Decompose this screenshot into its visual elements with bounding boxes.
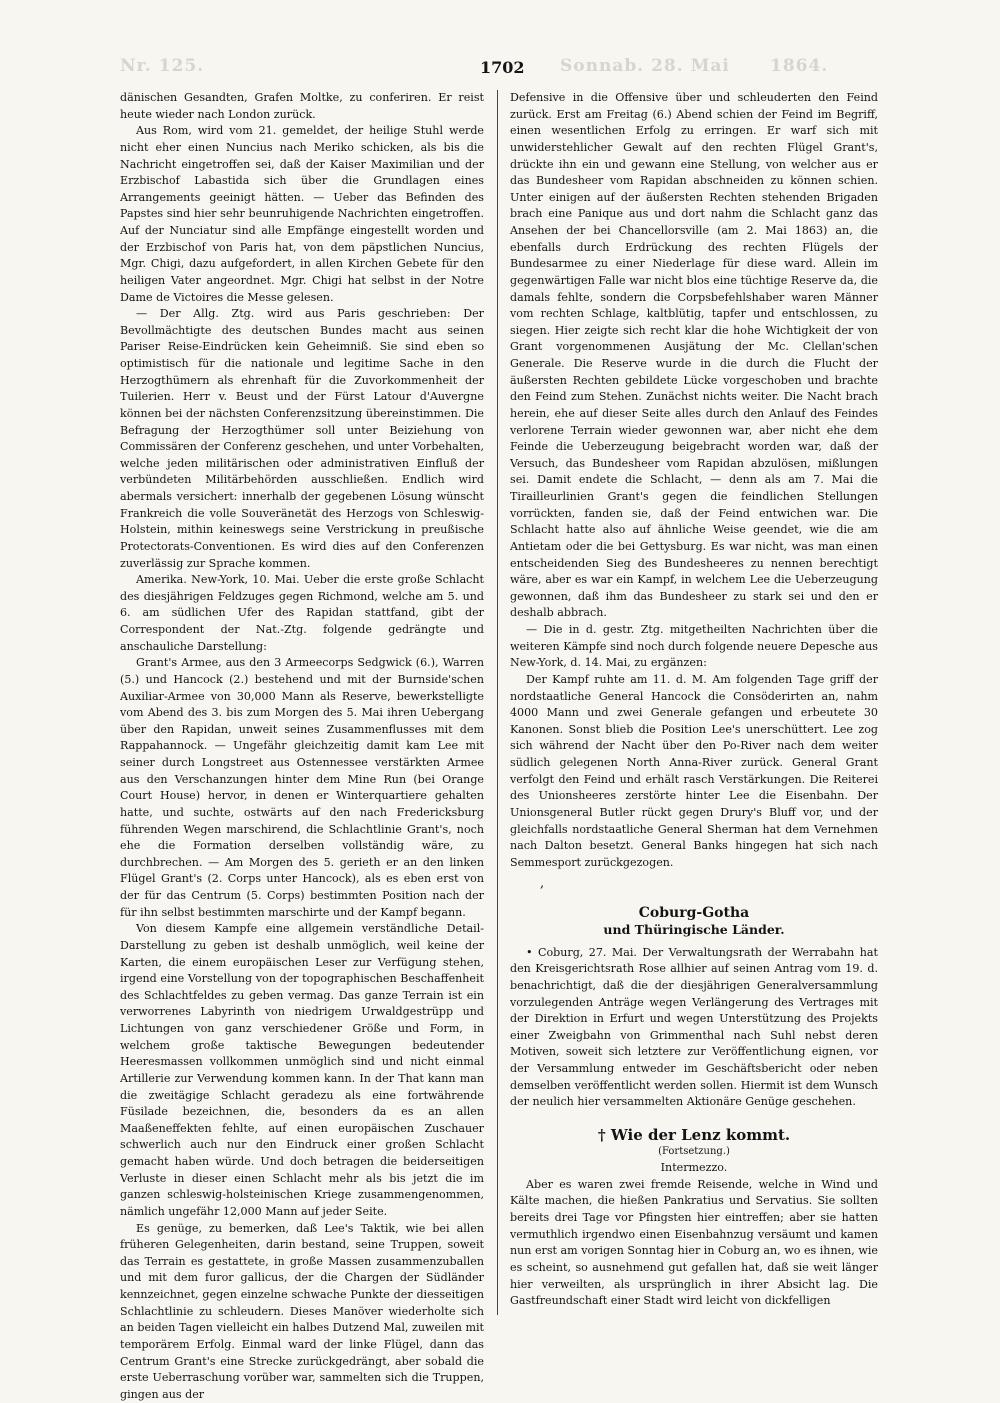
paragraph-moltke: dänischen Gesandten, Grafen Moltke, zu conferiren. Er reist heute wieder nach London zurück. [120,90,484,123]
page-number: 1702 [480,58,525,77]
section-subheading-thueringen: und Thüringische Länder. [510,922,878,939]
feuilleton-subtitle: Intermezzo. [510,1160,878,1177]
paragraph-amerika: Amerika. New-York, 10. Mai. Ueber die erste große Schlacht des diesjährigen Feldzuges gegen Richmond, welche am 5. und 6. am südlichen Ufer des Rapidan stattfand, gibt der Correspondent der Nat.-Ztg. folgende gedrängte und anschauliche Darstellung: [120,572,484,655]
feuilleton-title: † Wie der Lenz kommt. [510,1127,878,1144]
stray-mark: , [510,871,878,897]
section-heading-coburg-gotha: Coburg-Gotha [510,905,878,922]
right-column [510,90,878,1310]
column-divider [497,90,498,1315]
paragraph-defensive: Defensive in die Offensive über und schleuderten den Feind zurück. Erst am Freitag (6.) Abend schien der Feind im Begriff, einen wesentlichen Erfolg zu erringen. Er warf sich mit unwiderstehlicher Gewalt auf den rechten Flügel Grant's, drückte ihn ein und gewann eine Stellung, von welcher aus er das Bundesheer vom Rapidan abschneiden zu können schien. Unter einigen auf der äußersten Rechten stehenden Brigaden brach eine Panique aus und dort nahm die Schlacht ganz das Ansehen der bei Chancellorsville (am 2. Mai 1863) an, die ebenfalls durch Erdrückung des rechten Flügels der Bundesarmee zu einer Niederlage für diese ward. Allein im gegenwärtigen Falle war nicht blos eine tüchtige Reserve da, die damals fehlte, sondern die Corpsbefehlshaber waren Männer vom rechten Schlage, kaltblütig, tapfer und entschlossen, zu siegen. Hier zeigte sich recht klar die hohe Wichtigkeit der von Grant vorgenommenen Ausjätung der Mc. Clellan'schen Generale. Die Reserve wurde in die durch die Flucht der äußersten Rechten gebildete Lücke vorgeschoben und brachte den Feind zum Stehen. Zunächst nichts weiter. Die Nacht brach herein, ehe auf dieser Seite alles durch den Anlauf des Feindes verlorene Terrain wieder gewonnen war, aber nicht ehe dem Feinde die Ueberzeugung beigebracht worden war, daß der Versuch, das Bundesheer vom Rapidan abzulösen, mißlungen sei. Damit endete die Schlacht, — denn als am 7. Mai die Tirailleurlinien Grant's gegen die feindlichen Stellungen vorrückten, fanden sie, daß der Feind entwichen war. Die Schlacht hatte also auf ähnliche Weise geendet, wie die am Antietam oder die bei Gettysburg. Es war nicht, was man einen entscheidenden Sieg des Bundesheeres zu nennen berechtigt wäre, aber es war ein Kampf, in welchem Lee die Ueberzeugung gewonnen, daß ihm das Bundesheer zu stark sei und den er deshalb abbrach. [510,90,878,622]
paragraph-kampf: Von diesem Kampfe eine allgemein verständliche Detail-Darstellung zu geben ist deshalb unmöglich, weil keine der Karten, die einem europäischen Leser zur Verfügung stehen, irgend eine Vorstellung von der topographischen Beschaffenheit des Schlachtfeldes zu geben vermag. Das ganze Terrain ist ein verworrenes Labyrinth von niedrigem Urwaldgestrüpp und Lichtungen von ganz verschiedener Größe und Form, in welchem große taktische Bewegungen bedeutender Heeresmassen vollkommen unmöglich sind und nicht einmal Artillerie zur Verwendung kommen kann. In der That kann man die zweitägige Schlacht geradezu als eine fortwährende Füsilade bezeichnen, die, besonders da es an allen Maaßeneffekten fehlte, auf einen europäischen Zuschauer schwerlich auch nur den Eindruck einer großen Schlacht gemacht haben würde. Und doch betragen die beiderseitigen Verluste in dieser einen Schlacht mehr als bis jetzt die im ganzen schleswig-holsteinischen Kriege zusammengenommen, nämlich ungefähr 12,000 Mann auf jeder Seite. [120,921,484,1220]
feuilleton-continuation: (Fortsetzung.) [510,1144,878,1161]
paragraph-werrabahn: • Coburg, 27. Mai. Der Verwaltungsrath der Werrabahn hat den Kreisgerichtsrath Rose allhier auf seinen Antrag vom 19. d. benachrichtigt, daß die der diesjährigen Generalversammlung vorzulegenden Anträge wegen Verlängerung des Vertrages mit der Direktion in Erfurt und wegen Unterstützung des Projekts einer Zweigbahn von Grimmenthal nach Suhl nebst deren Motiven, soweit sich letztere zur Veröffentlichung eignen, vor der Versammlung entweder im Geschäftsbericht oder neben demselben veröffentlicht werden sollen. Hiermit ist dem Wunsch der neulich hier versammelten Aktionäre Genüge geschehen. [510,945,878,1111]
paragraph-intermezzo: Aber es waren zwei fremde Reisende, welche in Wind und Kälte machen, die hießen Pankratius und Servatius. Sie sollten bereits drei Tage vor Pfingsten hier eintreffen; aber sie hatten vermuthlich irgendwo einen Eisenbahnzug versäumt und kamen nun erst am vorigen Sonntag hier in Coburg an, wo es ihnen, wie es scheint, so ausnehmend gut gefallen hat, daß sie weit länger hier verweilten, als ursprünglich in ihrer Absicht lag. Die Gastfreundschaft einer Stadt wird leicht von dickfelligen [510,1177,878,1310]
paragraph-lee-taktik: Es genüge, zu bemerken, daß Lee's Taktik, wie bei allen früheren Gelegenheiten, darin bestand, seine Truppen, soweit das Terrain es gestattete, in große Massen zusammenzuballen und mit dem furor gallicus, der die Chargen der Südländer kennzeichnet, gegen einzelne schwache Punkte der diesseitigen Schlachtlinie zu schleudern. Dieses Manöver wiederholte sich an beiden Tagen vielleicht ein halbes Dutzend Mal, zuweilen mit temporärem Erfolg. Einmal ward der linke Flügel, dann das Centrum Grant's eine Strecke zurückgedrängt, aber sobald die erste Ueberraschung vorüber war, sammelten sich die Truppen, gingen aus der [120,1221,484,1403]
paragraph-paris: — Der Allg. Ztg. wird aus Paris geschrieben: Der Bevollmächtigte des deutschen Bundes macht aus seinen Pariser Reise-Eindrücken kein Geheimniß. Sie sind eben so optimistisch für die nationale und legitime Sache in den Herzogthümern als ehrenhaft für die Zuvorkommenheit der Tuilerien. Herr v. Beust und der Fürst Latour d'Auvergne können bei der nächsten Conferenzsitzung übereinstimmen. Die Befragung der Herzogthümer soll unter Beiziehung von Commissären der Conferenz geschehen, und unter Vorbehalten, welche jeden militärischen oder administrativen Einfluß der verbündeten Militärbehörden ausschließen. Endlich wird abermals versichert: innerhalb der gegebenen Lösung wünscht Frankreich die volle Souveränetät des Herzogs von Schleswig-Holstein, mithin keineswegs seine Verstrickung in preußische Protectorats-Conventionen. Es wird dies auf den Conferenzen zuverlässig zur Sprache kommen. [120,306,484,572]
paragraph-rom: Aus Rom, wird vom 21. gemeldet, der heilige Stuhl werde nicht eher einen Nuncius nach Meriko schicken, als bis die Nachricht eingetroffen sei, daß der Kaiser Maximilian und der Erzbischof Labastida sich über die Grundlagen eines Arrangements geeinigt hätten. — Ueber das Befinden des Papstes sind hier sehr beunruhigende Nachrichten eingetroffen. Auf der Nunciatur sind alle Empfänge eingestellt worden und der Erzbischof von Paris hat, von dem päpstlichen Nuncius, Mgr. Chigi, dazu aufgefordert, in allen Kirchen Gebete für den heiligen Vater angeordnet. Mgr. Chigi hat selbst in der Notre Dame de Victoires die Messe gelesen. [120,123,484,306]
bleed-through-year: 1864. [770,56,828,76]
left-column [120,90,484,1403]
paragraph-grants-armee: Grant's Armee, aus den 3 Armeecorps Sedgwick (6.), Warren (5.) und Hancock (2.) bestehend und mit der Burnside'schen Auxiliar-Armee von 30,000 Mann als Reserve, bewerkstelligte vom Abend des 3. bis zum Morgen des 5. Mai ihren Uebergang über den Rapidan, unweit seines Zusammenflusses mit dem Rappahannock. — Ungefähr gleichzeitig damit kam Lee mit seiner durch Longstreet aus Ostennessee verstärkten Armee aus den Verschanzungen hinter dem Mine Run (bei Orange Court House) hervor, in denen er Winterquartiere gehalten hatte, und suchte, ostwärts auf den nach Fredericksburg führenden Wegen marschirend, die Schlachtlinie Grant's, noch ehe die Formation derselben vollständig wäre, zu durchbrechen. — Am Morgen des 5. gerieth er an den linken Flügel Grant's (2. Corps unter Hancock), als es eben erst von der für das Centrum (5. Corps) bestimmten Position nach der für ihn selbst bestimmten marschirte und der Kampf begann. [120,655,484,921]
paragraph-depesche: — Die in d. gestr. Ztg. mitgetheilten Nachrichten über die weiteren Kämpfe sind noch durch folgende neuere Depesche aus New-York, d. 14. Mai, zu ergänzen: [510,622,878,672]
bleed-through-date: Sonnab. 28. Mai [560,56,730,76]
paragraph-hancock: Der Kampf ruhte am 11. d. M. Am folgenden Tage griff der nordstaatliche General Hancock die Consöderirten an, nahm 4000 Mann und zwei Generale gefangen und erbeutete 30 Kanonen. Sonst blieb die Position Lee's unerschüttert. Lee zog sich während der Nacht über den Po-River nach dem weiter südlich gelegenen North Anna-River zurück. General Grant verfolgt den Feind und erhält rasch Verstärkungen. Die Reiterei des Unionsheeres zerstörte hinter Lee die Eisenbahn. Der Unionsgeneral Butler rückt gegen Drury's Bluff vor, und der gleichfalls nordstaatliche General Sherman hat dem Vernehmen nach Dalton besetzt. General Banks hingegen hat sich nach Semmesport zurückgezogen. [510,672,878,872]
bleed-through-issue-number: Nr. 125. [120,56,204,76]
